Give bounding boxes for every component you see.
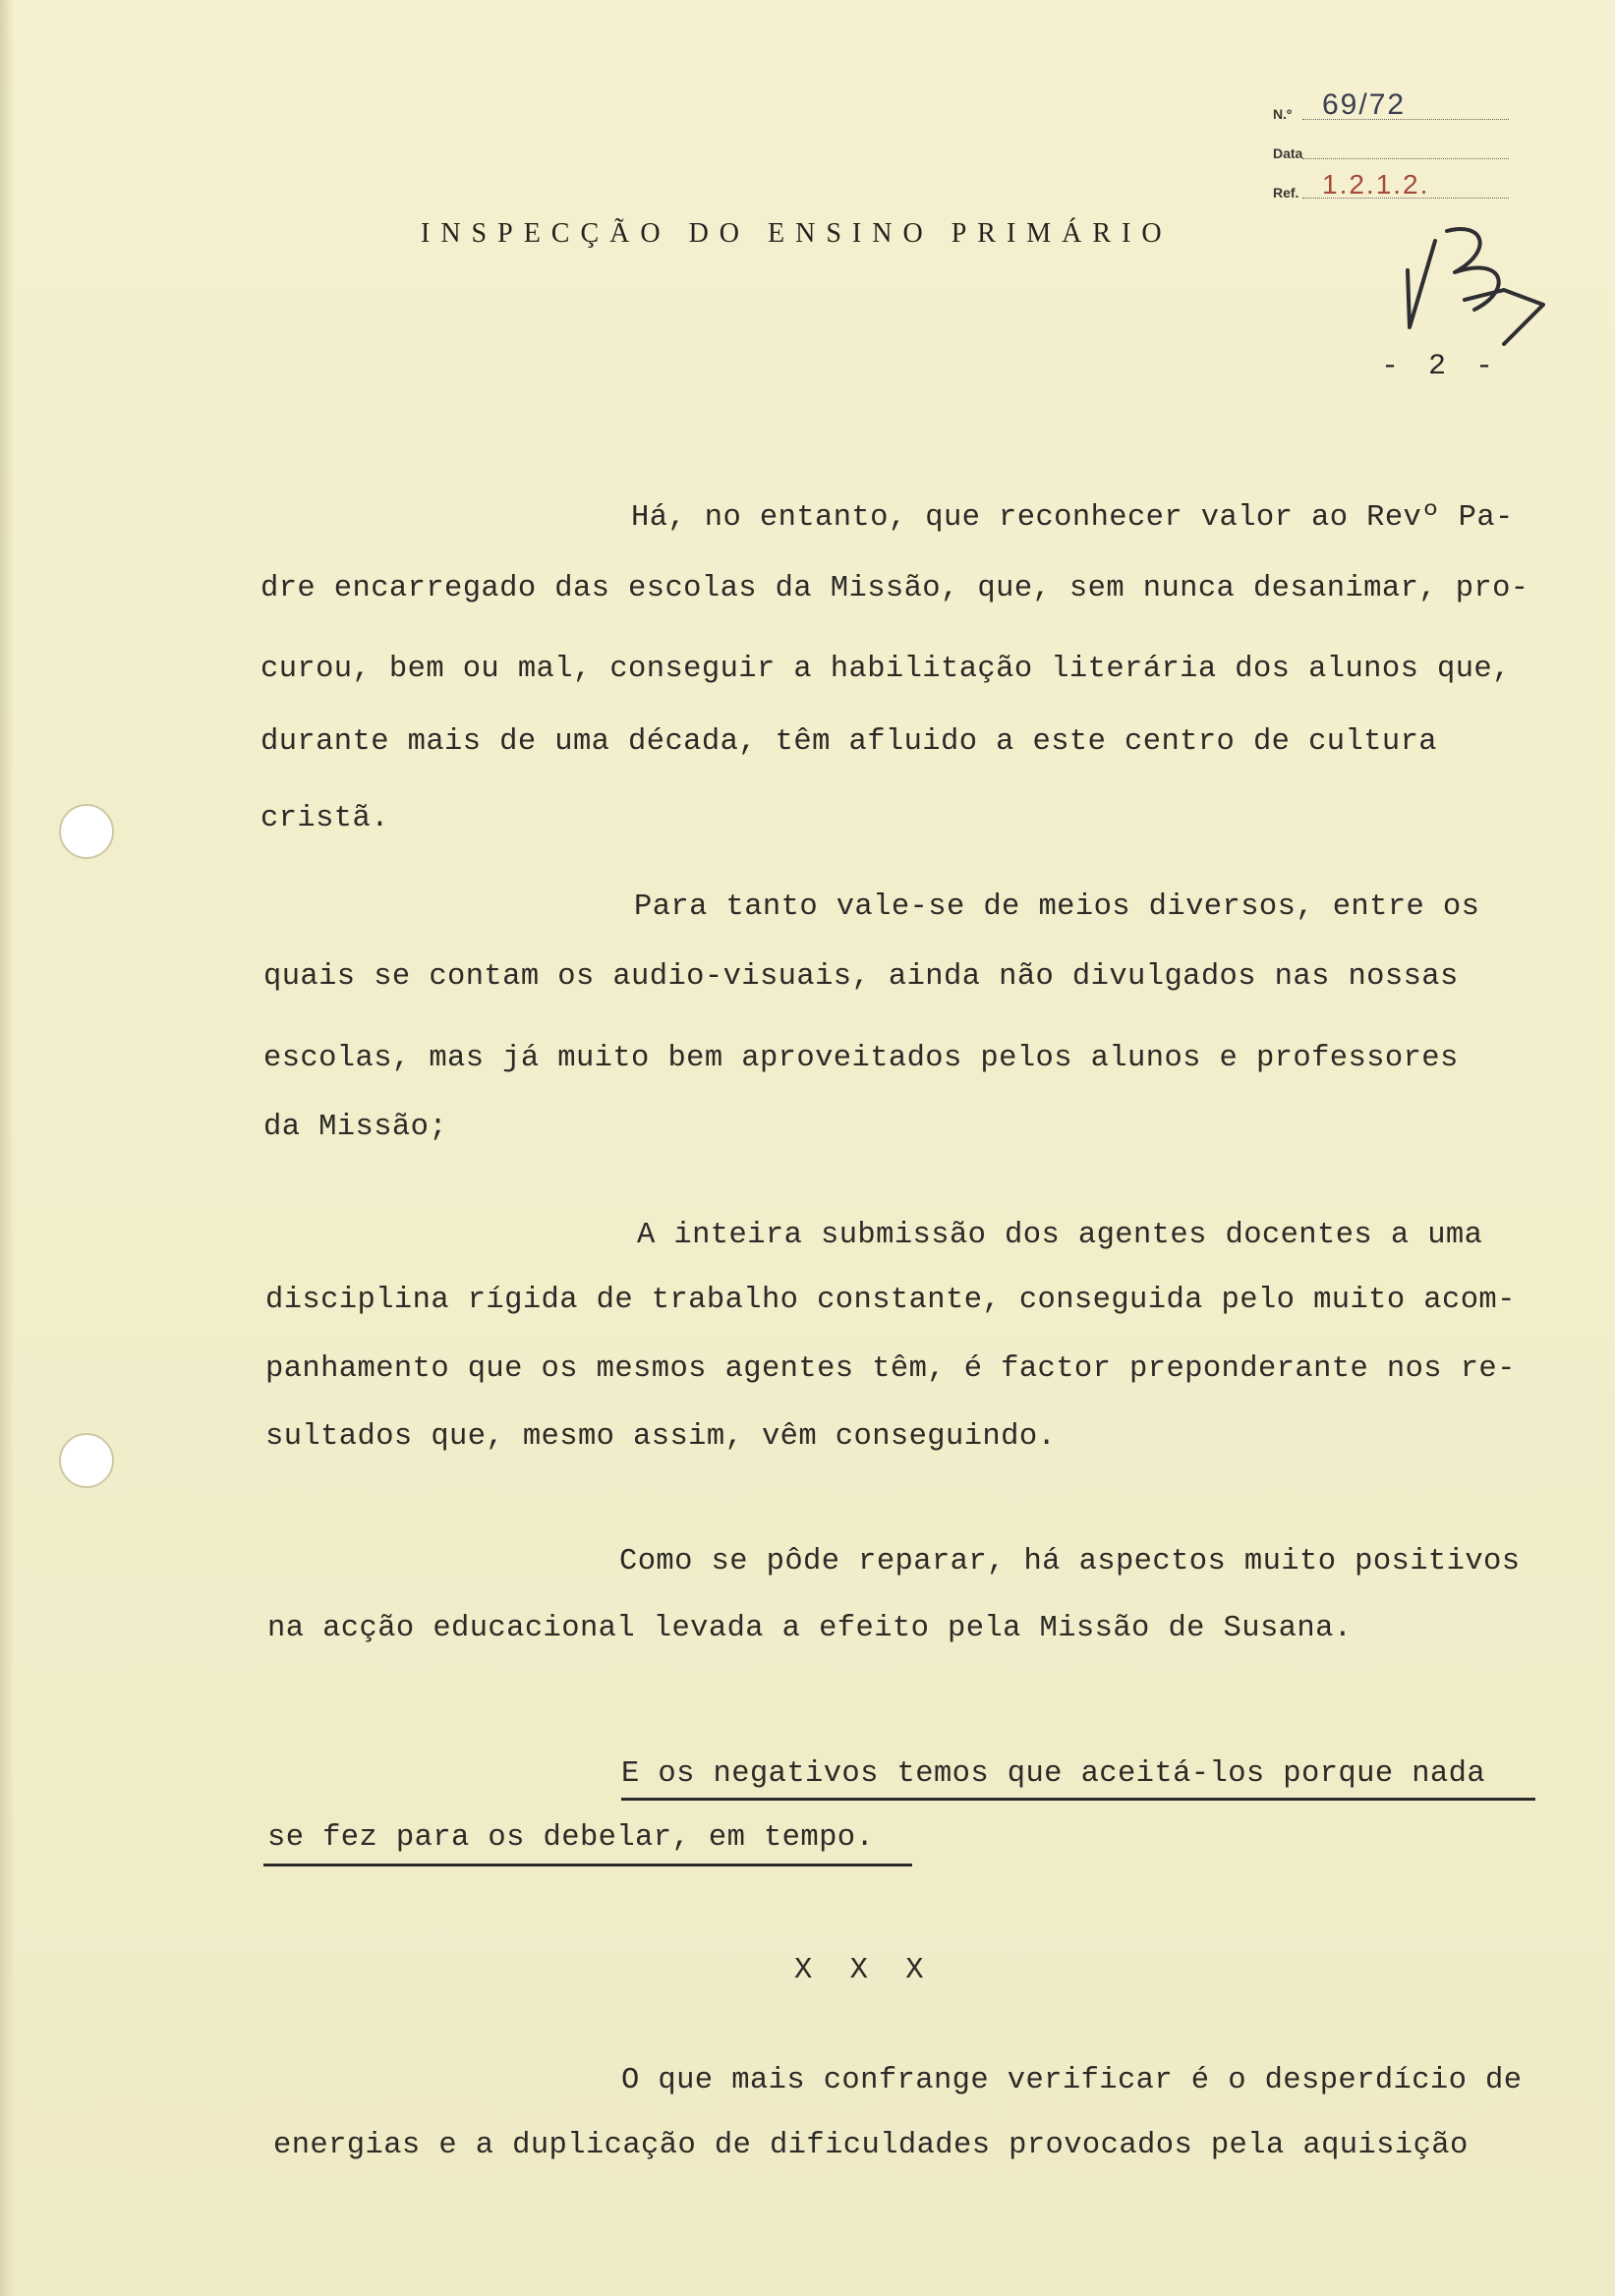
- body-line-underlined: E os negativos temos que aceitá-los porque nada: [621, 1757, 1486, 1791]
- body-line: curou, bem ou mal, conseguir a habilitação literária dos alunos que,: [260, 653, 1511, 686]
- page-number: - 2 -: [1381, 350, 1500, 383]
- body-line: O que mais confrange verificar é o desperdício de: [621, 2064, 1523, 2097]
- body-line: escolas, mas já muito bem aproveitados pelos alunos e professores: [263, 1042, 1459, 1075]
- punch-hole-bottom: [59, 1433, 114, 1488]
- punch-hole-top: [59, 804, 114, 859]
- body-line: Há, no entanto, que reconhecer valor ao Revº Pa-: [631, 501, 1514, 535]
- body-line: cristã.: [260, 802, 389, 835]
- ref-value: 1.2.1.2.: [1322, 169, 1430, 200]
- handwritten-initials-signature: [1396, 211, 1568, 369]
- body-line: A inteira submissão dos agentes docentes a uma: [637, 1219, 1483, 1252]
- date-label: Data: [1273, 145, 1303, 161]
- body-line: panhamento que os mesmos agentes têm, é factor preponderante nos re-: [265, 1352, 1516, 1386]
- body-line: sultados que, mesmo assim, vêm conseguindo.: [265, 1420, 1057, 1454]
- ref-label: Ref.: [1273, 185, 1299, 201]
- reference-block: [1273, 88, 1509, 206]
- reference-number-row: [1273, 88, 1509, 128]
- institution-heading: INSPECÇÃO DO ENSINO PRIMÁRIO: [421, 218, 1173, 249]
- reference-date-row: [1273, 128, 1509, 167]
- body-line: na acção educacional levada a efeito pela Missão de Susana.: [267, 1612, 1353, 1645]
- underline-stroke: [621, 1798, 1535, 1801]
- body-line: Para tanto vale-se de meios diversos, entre os: [634, 890, 1480, 924]
- body-line: Como se pôde reparar, há aspectos muito positivos: [619, 1545, 1521, 1578]
- number-value: 69/72: [1322, 88, 1407, 121]
- body-line-underlined: se fez para os debelar, em tempo.: [267, 1821, 875, 1855]
- date-dotted-line: [1302, 158, 1509, 159]
- reference-ref-row: [1273, 167, 1509, 206]
- body-line: quais se contam os audio-visuais, ainda não divulgados nas nossas: [263, 960, 1459, 994]
- page-edge-shadow: [0, 0, 14, 2296]
- body-line: disciplina rígida de trabalho constante, conseguida pelo muito acom-: [265, 1284, 1516, 1317]
- body-line: energias e a duplicação de dificuldades provocados pela aquisição: [273, 2129, 1469, 2162]
- section-separator: X X X: [794, 1954, 934, 1987]
- body-line: durante mais de uma década, têm afluido a este centro de cultura: [260, 725, 1437, 759]
- underline-stroke: [263, 1864, 912, 1866]
- body-line: dre encarregado das escolas da Missão, que, sem nunca desanimar, pro-: [260, 572, 1529, 605]
- number-label: N.º: [1273, 106, 1293, 122]
- body-line: da Missão;: [263, 1111, 448, 1144]
